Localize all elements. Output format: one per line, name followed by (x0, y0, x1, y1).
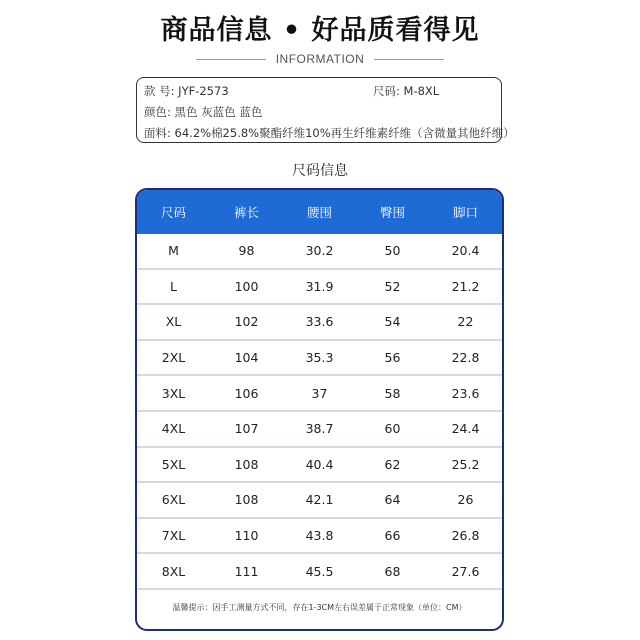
cell-length: 106 (234, 385, 259, 401)
size-table (135, 188, 504, 631)
cell-waist: 42.1 (305, 492, 334, 508)
size-range: 尺码: M-8XL (373, 84, 440, 98)
cell-hem: 26.8 (451, 528, 480, 544)
cell-length: 102 (234, 314, 259, 330)
cell-size: 3XL (161, 385, 186, 401)
cell-waist: 38.7 (305, 421, 334, 437)
table-row (137, 234, 502, 270)
cell-hip: 68 (384, 563, 401, 579)
cell-waist: 31.9 (305, 278, 334, 294)
cell-hem: 25.2 (451, 456, 480, 472)
header-hem: 脚口 (452, 205, 478, 220)
page-title: 商品信息 • 好品质看得见 (160, 15, 480, 46)
cell-hip: 56 (384, 350, 401, 366)
cell-hem: 27.6 (451, 563, 480, 579)
colors-line: 颜色: 黑色 灰蓝色 蓝色 (144, 105, 263, 119)
cell-size: 8XL (161, 563, 186, 579)
header-hip: 臀围 (379, 205, 405, 220)
cell-hip: 58 (384, 385, 401, 401)
table-row (137, 412, 502, 448)
divider-left (196, 59, 266, 60)
cell-hip: 60 (384, 421, 401, 437)
cell-hip: 64 (384, 492, 401, 508)
header-waist: 腰围 (306, 205, 332, 220)
header-length: 裤长 (233, 205, 259, 220)
divider-right (374, 59, 444, 60)
cell-length: 111 (234, 563, 259, 579)
table-row (137, 483, 502, 519)
cell-waist: 45.5 (305, 563, 334, 579)
cell-hip: 54 (384, 314, 401, 330)
cell-hip: 66 (384, 528, 401, 544)
cell-waist: 35.3 (305, 350, 334, 366)
cell-size: L (170, 278, 177, 294)
table-row (137, 554, 502, 590)
cell-hip: 50 (384, 243, 401, 259)
cell-length: 110 (234, 528, 259, 544)
cell-length: 98 (238, 243, 255, 259)
table-row (137, 305, 502, 341)
header-size: 尺码 (160, 205, 186, 220)
cell-hem: 22.8 (451, 350, 480, 366)
cell-size: 7XL (161, 528, 186, 544)
cell-hip: 52 (384, 278, 401, 294)
cell-length: 100 (234, 278, 259, 294)
product-info-box (136, 77, 515, 143)
cell-length: 108 (234, 492, 259, 508)
measurement-note: 温馨提示：因手工测量方式不同，存在1-3CM左右误差属于正常现象（单位：CM） (172, 603, 467, 612)
cell-length: 108 (234, 456, 259, 472)
cell-hem: 21.2 (451, 278, 480, 294)
style-number: 款 号: JYF-2573 (144, 84, 229, 98)
size-section-title: 尺码信息 (292, 163, 348, 179)
cell-size: 2XL (161, 350, 186, 366)
table-row (137, 448, 502, 484)
cell-waist: 33.6 (305, 314, 334, 330)
cell-waist: 37 (311, 385, 328, 401)
cell-hem: 24.4 (451, 421, 480, 437)
cell-hem: 22 (457, 314, 474, 330)
fabric-line: 面料: 64.2%棉25.8%聚酯纤维10%再生纤维素纤维（含微量其他纤维） (144, 126, 515, 140)
subtitle-row (0, 50, 640, 68)
cell-waist: 40.4 (305, 456, 334, 472)
subtitle: INFORMATION (275, 52, 365, 66)
cell-size: XL (165, 314, 182, 330)
cell-hem: 26 (457, 492, 474, 508)
table-header (137, 190, 502, 234)
table-body (137, 234, 502, 590)
table-row (137, 270, 502, 306)
cell-length: 107 (234, 421, 259, 437)
table-row (137, 376, 502, 412)
cell-length: 104 (234, 350, 259, 366)
cell-size: M (168, 243, 179, 259)
cell-hip: 62 (384, 456, 401, 472)
cell-hem: 20.4 (451, 243, 480, 259)
cell-size: 6XL (161, 492, 186, 508)
cell-hem: 23.6 (451, 385, 480, 401)
cell-waist: 43.8 (305, 528, 334, 544)
cell-size: 5XL (161, 456, 186, 472)
cell-waist: 30.2 (305, 243, 334, 259)
table-row (137, 341, 502, 377)
table-row (137, 519, 502, 555)
cell-size: 4XL (161, 421, 186, 437)
